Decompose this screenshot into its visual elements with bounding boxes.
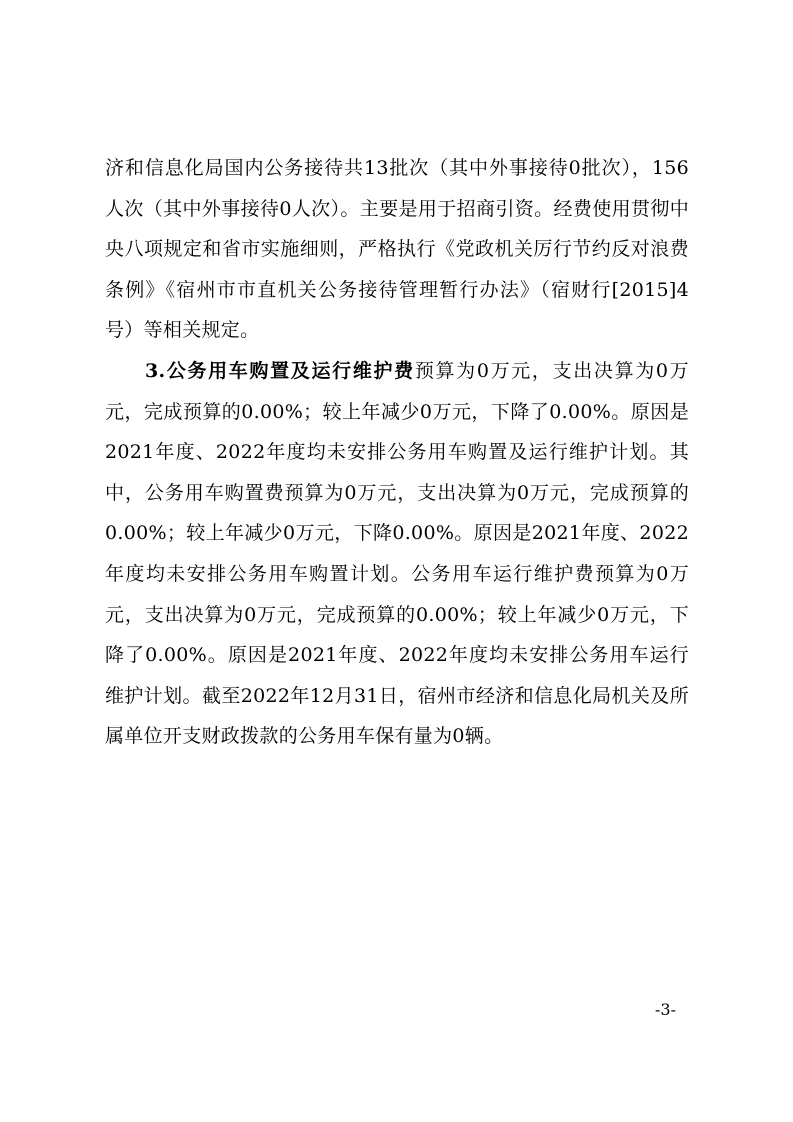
paragraph-vehicle-expenses-body: 预算为0万元，支出决算为0万元，完成预算的0.00%；较上年减少0万元，下降了0.00%。原因是2021年度、2022年度均未安排公务用车购置及运行维护计划。其中，公务用车购置费预算为0万元，支出决算为0万元，完成预算的0.00%；较上年减少0万元，下降0.00%。原因是2021年度、2022年度均未安排公务用车购置计划。公务用车运行维护费预算为0万元，支出决算为0万元，完成预算的0.00%；较上年减少0万元，下降了0.00%。原因是2021年度、2022年度均未安排公务用车运行维护计划。截至2022年12月31日，宿州市经济和信息化局机关及所属单位开支财政拨款的公务用车保有量为0辆。 [105,359,689,748]
paragraph-vehicle-expenses [105,351,689,757]
paragraph-reception-expenses: 济和信息化局国内公务接待共13批次（其中外事接待0批次），156人次（其中外事接待0人次）。主要是用于招商引资。经费使用贯彻中央八项规定和省市实施细则，严格执行《党政机关厉行节约反对浪费条例》《宿州市市直机关公务接待管理暂行办法》（宿财行[2015]4号）等相关规定。 [105,157,689,342]
section-heading-vehicle-expenses: 3.公务用车购置及运行维护费 [145,359,415,382]
document-body [105,148,689,757]
page-number: -3- [655,1000,676,1019]
